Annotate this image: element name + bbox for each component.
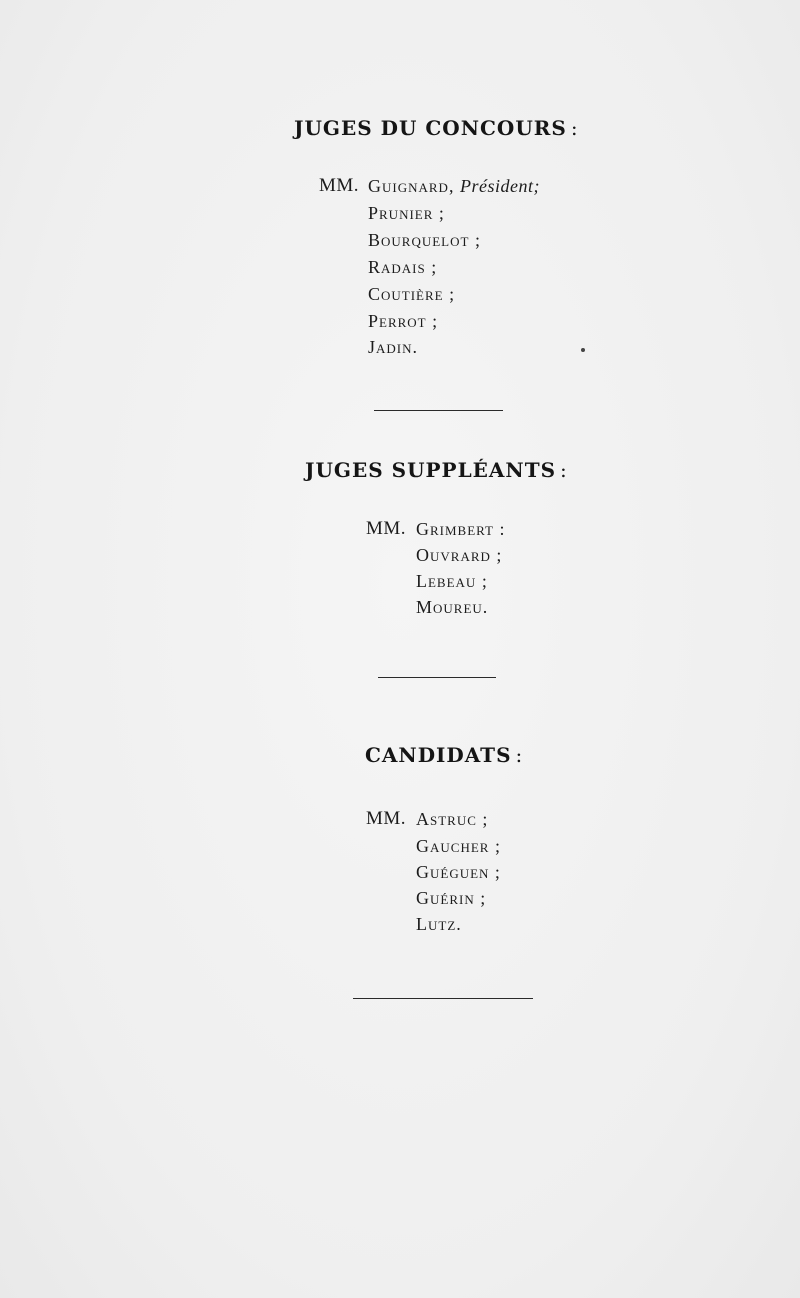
candidate-name: Astruc ; xyxy=(416,809,489,829)
judge-name: Bourquelot ; xyxy=(368,230,481,250)
candidates-heading-colon: : xyxy=(515,743,524,767)
judge-name: Jadin. xyxy=(368,337,418,357)
judge-name: Radais ; xyxy=(368,257,438,277)
judge-name: Coutière ; xyxy=(368,284,456,304)
section-divider xyxy=(378,677,496,678)
substitutes-heading-text: JUGES SUPPLÉANTS xyxy=(305,458,557,482)
judge-name-text: Guignard, xyxy=(368,176,455,196)
candidate-name: Lutz. xyxy=(416,914,462,934)
judge-name: Prunier ; xyxy=(368,203,445,223)
judge-name xyxy=(368,176,540,197)
judges-heading-text: JUGES DU CONCOURS xyxy=(294,116,567,140)
candidate-name: Gaucher ; xyxy=(416,836,501,856)
substitutes-heading-colon: : xyxy=(560,458,568,482)
section-divider xyxy=(374,410,503,411)
judges-heading xyxy=(294,116,579,140)
substitute-name: Grimbert : xyxy=(416,519,506,539)
candidate-name: Guéguen ; xyxy=(416,862,501,882)
candidate-name: Guérin ; xyxy=(416,888,487,908)
candidates-heading-text: CANDIDATS xyxy=(365,743,512,767)
judges-prefix: MM. xyxy=(319,175,360,196)
substitute-name: Lebeau ; xyxy=(416,571,488,591)
judges-heading-colon: : xyxy=(570,116,579,140)
substitute-name: Moureu. xyxy=(416,597,489,617)
candidates-heading xyxy=(365,743,523,767)
substitute-name: Ouvrard ; xyxy=(416,545,503,565)
substitutes-heading xyxy=(305,458,568,482)
judge-name: Perrot ; xyxy=(368,311,439,331)
ink-speck xyxy=(581,348,585,352)
judge-role: Président; xyxy=(459,176,540,196)
candidates-prefix: MM. xyxy=(366,808,407,829)
section-divider xyxy=(353,998,533,999)
substitutes-prefix: MM. xyxy=(366,518,407,539)
